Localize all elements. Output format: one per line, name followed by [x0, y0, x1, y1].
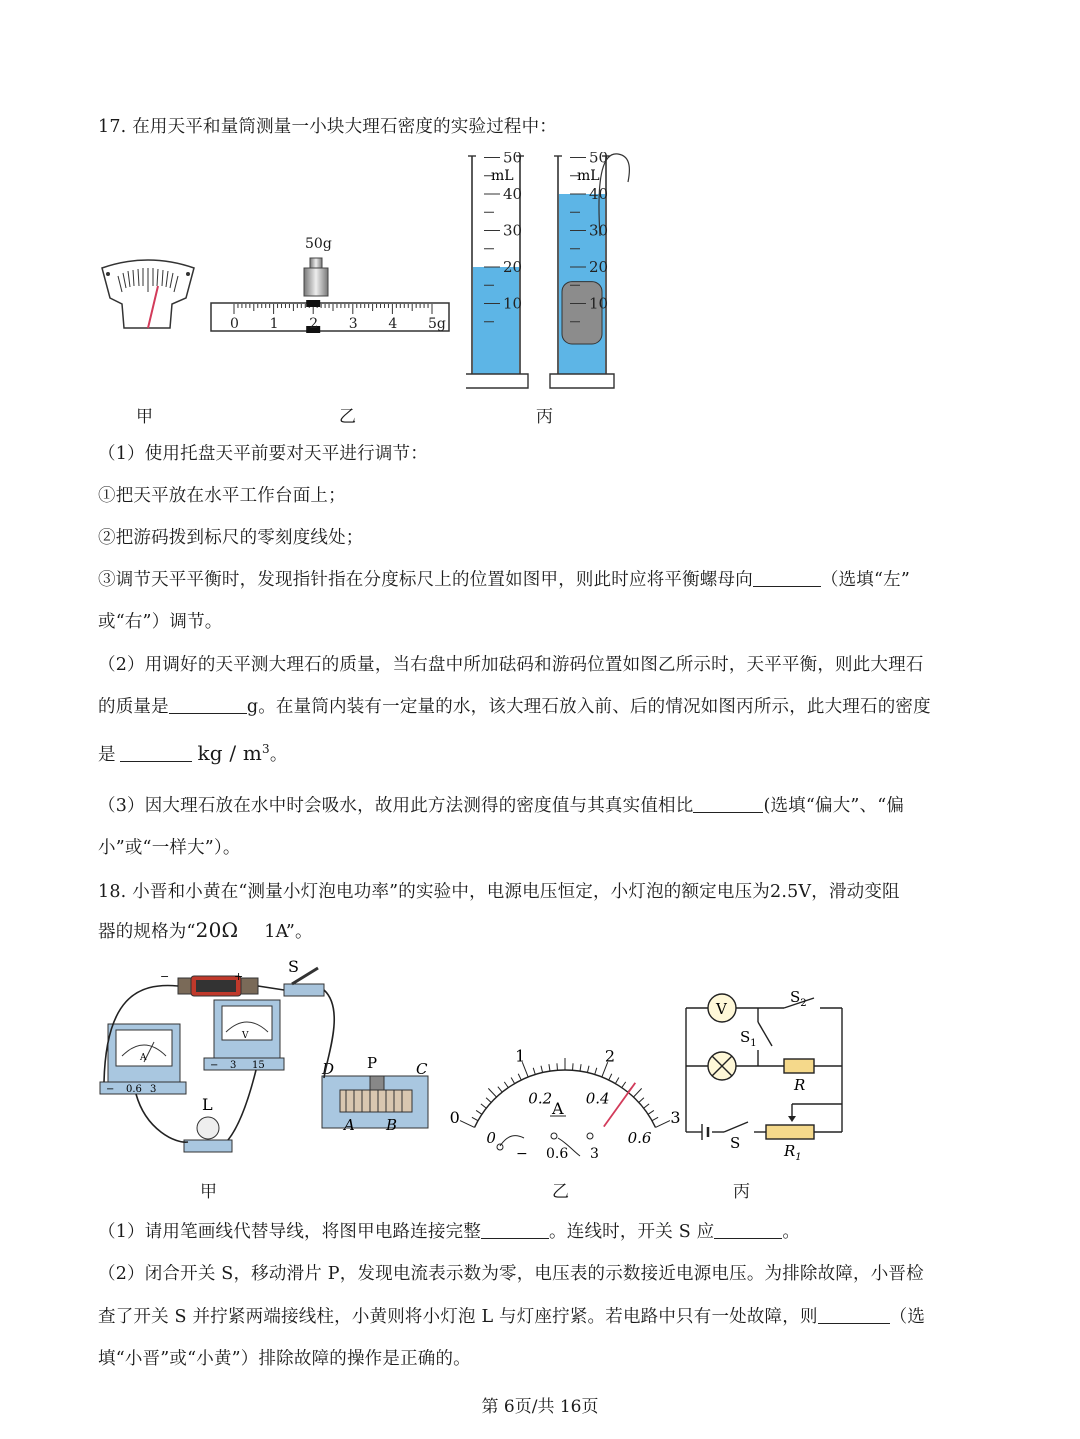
- answer-blank-5[interactable]: [481, 1221, 549, 1240]
- q17-part1: （1）使用托盘天平前要对天平进行调节：: [98, 444, 428, 464]
- q18-part2: （2）闭合开关 S，移动滑片 P，发现电流表示数为零，电压表的示数接近电源电压。为排除故障，小晋检: [98, 1264, 924, 1284]
- svg-text:−: −: [106, 1084, 115, 1095]
- fig17-caption-jia: 甲: [136, 407, 153, 427]
- battery-minus: −: [160, 970, 170, 983]
- fig18-caption-jia: 甲: [200, 1182, 217, 1202]
- svg-text:15: 15: [252, 1060, 265, 1071]
- page-footer: 第 6页/共 16页: [481, 1397, 599, 1417]
- switch-S-label: S: [288, 960, 299, 976]
- rider-scale: [210, 256, 452, 336]
- q17-part3: （3）因大理石放在水中时会吸水，故用此方法测得的密度值与其真实值相比 (选填“偏大”、“偏: [98, 796, 905, 816]
- svg-text:3: 3: [230, 1060, 237, 1071]
- svg-text:mL: mL: [491, 168, 514, 184]
- q18-part2-cont: 查了开关 S 并拧紧两端接线柱，小黄则将小灯泡 L 与灯座拧紧。若电路中只有一处故障，则 （选: [98, 1307, 926, 1327]
- answer-blank-2[interactable]: [169, 696, 247, 715]
- terminal-0.6: 0.6: [546, 1146, 569, 1162]
- rider-top: [306, 300, 320, 307]
- measuring-cylinders: [466, 152, 636, 392]
- q17-part3-cont: 小”或“一样大”）。: [98, 838, 241, 858]
- cylinder-tick-label: 20: [503, 258, 523, 276]
- ruler-tick-label: 1: [269, 316, 279, 332]
- q17-part2-density: 是 kg / $m^3$。: [98, 741, 288, 765]
- water-column: [473, 267, 519, 374]
- ruler-tick-label: 0: [230, 316, 239, 332]
- cylinder-tick-label: 50: [589, 152, 609, 167]
- marble-stone: [562, 282, 602, 344]
- q17-step3: ③调节天平平衡时，发现指针指在分度标尺上的位置如图甲，则此时应将平衡螺母向 （选填“左”: [98, 570, 910, 590]
- svg-text:A: A: [344, 1116, 355, 1134]
- q18-part1: （1）请用笔画线代替导线，将图甲电路连接完整 。连线时，开关 S 应 。: [98, 1222, 801, 1242]
- svg-text:D: D: [322, 1060, 335, 1078]
- ruler-tick-label: 4: [388, 316, 398, 332]
- svg-text:C: C: [416, 1060, 428, 1078]
- dial-bottom-label: 0: [486, 1128, 496, 1147]
- cylinder-tick-label: 40: [589, 185, 609, 203]
- dial-bottom-label: 0.6: [627, 1128, 652, 1147]
- cylinder-tick-label: 20: [589, 258, 609, 276]
- schem-R1: $R_1$: [784, 1142, 802, 1163]
- terminal-3: 3: [590, 1146, 599, 1162]
- svg-text:3: 3: [150, 1084, 157, 1095]
- dial-top-label: 0: [449, 1108, 460, 1128]
- fig17-caption-yi: 乙: [339, 407, 356, 427]
- fig18-caption-bing: 丙: [733, 1182, 750, 1202]
- schem-S: S: [730, 1134, 741, 1152]
- dial-top-label: 1: [515, 1046, 526, 1066]
- answer-blank-7[interactable]: [818, 1306, 890, 1325]
- schem-S2: $S_2$: [790, 988, 807, 1009]
- q17-part2-cont: 的质量是 g。在量筒内装有一定量的水，该大理石放入前、后的情况如图丙所示，此大理石的密度: [98, 697, 931, 717]
- q17-part2: （2）用调好的天平测大理石的质量，当右盘中所加砝码和游码位置如图乙所示时，天平平衡，则此大理石: [98, 655, 924, 675]
- svg-text:−: −: [210, 1060, 219, 1071]
- weight-label: 50g: [305, 236, 332, 252]
- answer-blank-3[interactable]: [120, 744, 192, 763]
- svg-text:0.6: 0.6: [126, 1084, 142, 1095]
- lamp-L-label: L: [202, 1095, 213, 1114]
- q17-step2: ②把游码拨到标尺的零刻度线处；: [98, 528, 364, 548]
- ruler-tick-label: 2: [309, 316, 319, 332]
- svg-text:mL: mL: [577, 168, 600, 184]
- battery-plus: +: [234, 970, 244, 983]
- dial-bottom-label: 0.2: [528, 1089, 553, 1108]
- terminal-minus: −: [516, 1146, 528, 1162]
- dial-top-label: 2: [604, 1046, 616, 1066]
- voltmeter-face-label: V: [242, 1031, 249, 1041]
- cylinder-tick-label: 10: [589, 294, 609, 313]
- q18-part2-cont2: 填“小晋”或“小黄”）排除故障的操作是正确的。: [98, 1349, 471, 1369]
- ruler-tick-label: 3: [348, 316, 358, 332]
- q17-title: 17. 在用天平和量筒测量一小块大理石密度的实验过程中：: [98, 117, 557, 137]
- dial-top-label: 3: [670, 1108, 681, 1128]
- fig18-caption-yi: 乙: [552, 1182, 569, 1202]
- cylinder-tick-label: 30: [589, 221, 609, 240]
- balance-pointer-scale: [98, 258, 198, 330]
- circuit-schematic: [684, 986, 854, 1166]
- answer-blank-1[interactable]: [753, 569, 821, 588]
- physical-circuit: [96, 960, 436, 1160]
- cylinder-tick-label: 30: [503, 221, 523, 240]
- schem-R: R: [794, 1076, 806, 1094]
- cylinder-tick-label: 40: [503, 185, 523, 203]
- fig17-caption-bing: 丙: [536, 407, 553, 427]
- cylinder-tick-label: 10: [503, 294, 523, 313]
- ammeter-dial: [440, 1010, 690, 1165]
- q17-step1: ①把天平放在水平工作台面上；: [98, 486, 346, 506]
- dial-bottom-label: 0.4: [585, 1089, 610, 1108]
- q17-step3-cont: 或“右”）调节。: [98, 612, 223, 632]
- answer-blank-4[interactable]: [693, 795, 763, 814]
- dial-unit: A: [552, 1099, 564, 1118]
- q18-title: 18. 小晋和小黄在“测量小灯泡电功率”的实验中，电源电压恒定，小灯泡的额定电压为2.5V，滑动变阻: [98, 882, 900, 902]
- ruler-tick-label: 5g: [428, 316, 446, 332]
- schem-V: V: [716, 1000, 727, 1018]
- answer-blank-6[interactable]: [714, 1221, 782, 1240]
- schem-S1: $S_1$: [740, 1028, 757, 1049]
- cylinder-tick-label: 50: [503, 152, 523, 167]
- svg-text:B: B: [386, 1116, 398, 1134]
- q18-title-cont: 器的规格为“20Ω 1A”。: [98, 918, 313, 942]
- rheostat-P-label: P: [367, 1054, 378, 1072]
- ammeter-face-label: A: [140, 1053, 147, 1063]
